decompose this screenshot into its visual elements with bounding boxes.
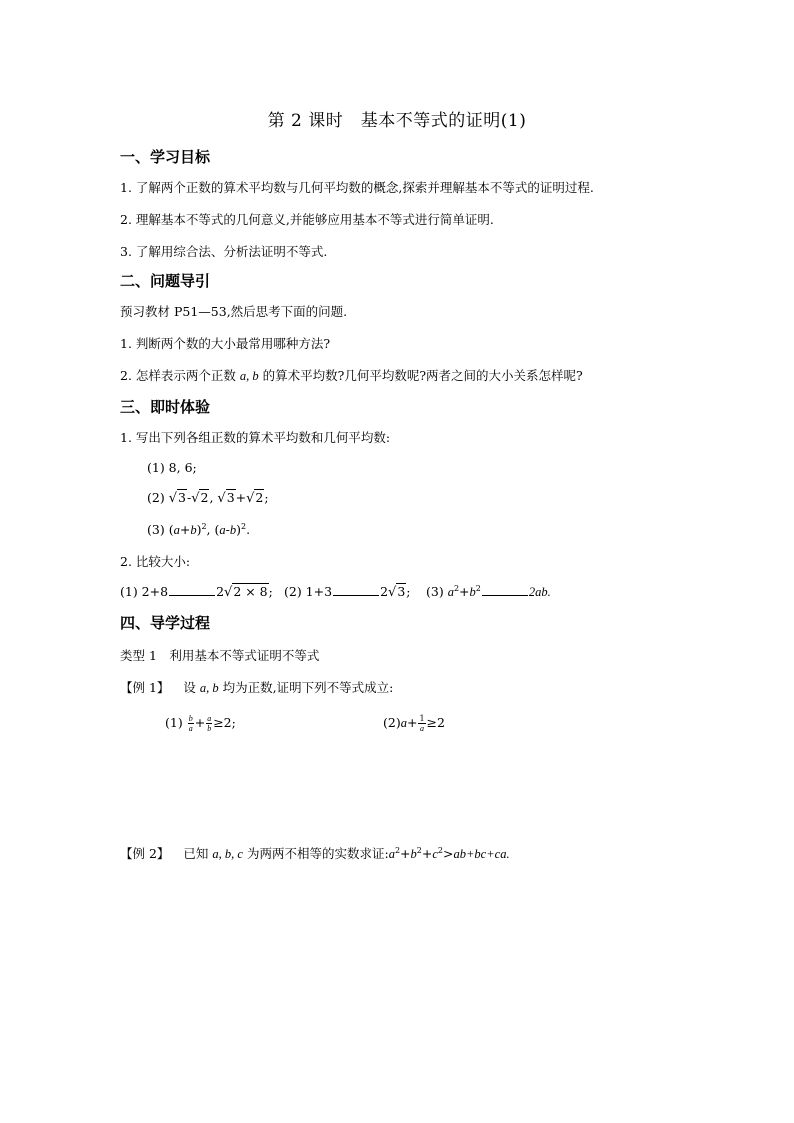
guide-question-1: 1. 判断两个数的大小最常用哪种方法? (120, 336, 331, 351)
sqrt-2: √2 (246, 490, 264, 506)
practice-part-1: (1) 8, 6; (147, 460, 197, 475)
guide-question-2-prefix: 2. 怎样表示两个正数 (120, 368, 236, 383)
section-heading-practice: 三、即时体验 (120, 398, 211, 416)
goal-item: 1. 了解两个正数的算术平均数与几何平均数的概念,探索并理解基本不等式的证明过程. (120, 180, 594, 195)
compare-item-2: (2) 1+3 2√3; (284, 584, 411, 600)
compare-item-3: (3) $a^2+b^2$ 2ab. (426, 584, 551, 599)
answer-blank[interactable] (482, 584, 528, 596)
page-title: 第 2 课时 基本不等式的证明(1) (267, 111, 527, 131)
example-1-part-1: (1) $\frac{b}{a}$ + $\frac{a}{b}$ ≥2; (165, 714, 236, 733)
guide-question-2-suffix: 的算术平均数?几何平均数呢?两者之间的大小关系怎样呢? (262, 368, 583, 383)
guide-question-2 (120, 366, 583, 384)
practice-question-1: 1. 写出下列各组正数的算术平均数和几何平均数: (120, 430, 391, 445)
example-1-statement: 【例 1】 设 a, b 均为正数,证明下列不等式成立: (120, 680, 394, 695)
example-1-part-2: (2)a+ $\frac{1}{a}$ ≥2 (383, 714, 445, 733)
goal-item: 2. 理解基本不等式的几何意义,并能够应用基本不等式进行简单证明. (120, 212, 494, 227)
variable-ab: a, b (239, 369, 259, 383)
example-2-label: 【例 2】 (120, 846, 170, 861)
sqrt-3: √3 (217, 490, 235, 506)
example-1-label: 【例 1】 (120, 680, 170, 695)
section-heading-guide: 二、问题导引 (120, 272, 211, 290)
compare-item-1: (1) 2+8 2√2 × 8; (120, 584, 273, 600)
fraction-b-over-a: $\frac{b}{a}$ (188, 714, 193, 733)
example-2-statement: 【例 2】 已知 a, b, c 为两两不相等的实数求证$:a^2+b^2+c^2>ab+bc+ca$. (120, 846, 510, 861)
fraction-1-over-a: $\frac{1}{a}$ (419, 714, 425, 733)
type-1-title: 类型 1 利用基本不等式证明不等式 (120, 648, 320, 663)
answer-blank[interactable] (169, 584, 215, 596)
practice-part-2: (2) √3-√2, √3+√2; (147, 490, 269, 506)
goal-item: 3. 了解用综合法、分析法证明不等式. (120, 244, 328, 259)
practice-part-2-label: (2) (147, 490, 165, 505)
section-heading-goals: 一、学习目标 (120, 148, 211, 166)
sqrt-2x8: √2 × 8 (224, 584, 268, 600)
fraction-a-over-b: $\frac{a}{b}$ (207, 714, 212, 733)
guide-intro: 预习教材 P51—53,然后思考下面的问题. (120, 304, 348, 319)
sqrt-3: √3 (168, 490, 186, 506)
practice-part-3: (3) $(a+b)^2$, $(a-b)^2$. (147, 522, 251, 537)
sqrt-3: √3 (388, 584, 406, 600)
practice-question-2: 2. 比较大小: (120, 554, 191, 569)
section-heading-process: 四、导学过程 (120, 614, 211, 632)
sqrt-2: √2 (191, 490, 209, 506)
answer-blank[interactable] (333, 584, 379, 596)
